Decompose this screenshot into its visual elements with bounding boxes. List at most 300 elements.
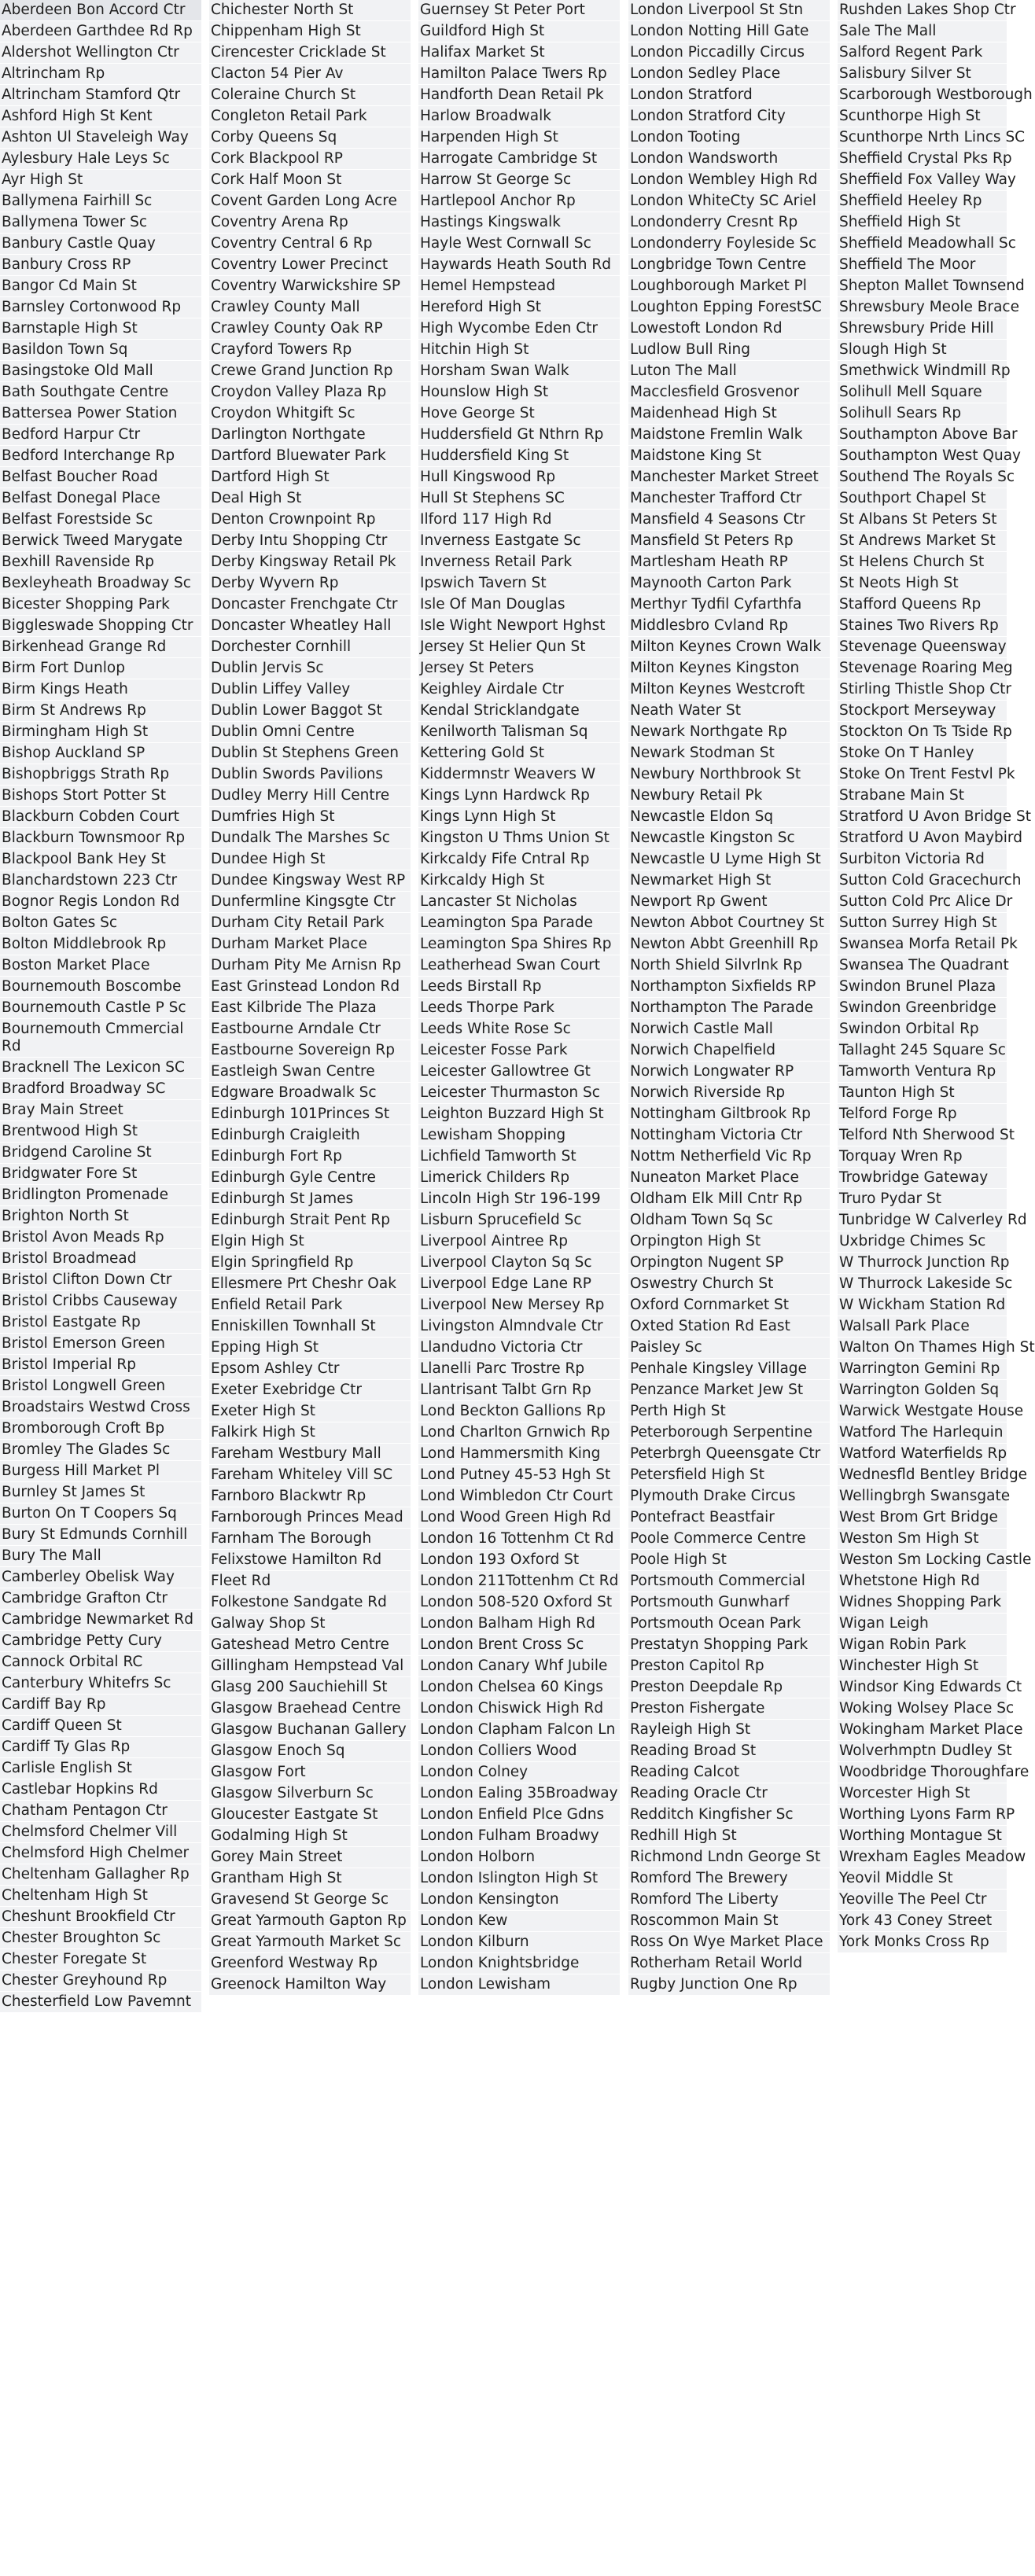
store-link[interactable]: Newport Rp Gwent [628,892,830,913]
store-link[interactable]: Prestatyn Shopping Park [628,1635,830,1656]
store-link[interactable]: Oxford Cornmarket St [628,1295,830,1316]
store-link[interactable]: Staines Two Rivers Rp [838,616,1007,637]
store-link[interactable]: Livingston Almndvale Ctr [418,1316,620,1338]
store-link[interactable]: London Knightsbridge [418,1953,620,1974]
store-link[interactable]: Southampton West Quay [838,446,1007,467]
store-link[interactable]: Uxbridge Chimes Sc [838,1231,1007,1253]
store-link[interactable]: Nottingham Giltbrook Rp [628,1104,830,1125]
store-link[interactable]: Smethwick Windmill Rp [838,361,1007,382]
store-link[interactable]: Petersfield High St [628,1465,830,1486]
store-link[interactable]: Luton The Mall [628,361,830,382]
store-link[interactable]: Shrewsbury Pride Hill [838,318,1007,340]
store-link[interactable]: Bromley The Glades Sc [0,1440,201,1461]
store-link[interactable]: Cheltenham High St [0,1886,201,1907]
store-link[interactable]: Wolverhmptn Dudley St [838,1741,1007,1762]
store-link[interactable]: Cheshunt Brookfield Ctr [0,1907,201,1928]
store-link[interactable]: Newmarket High St [628,870,830,892]
store-link[interactable]: Milton Keynes Crown Walk [628,637,830,658]
store-link[interactable]: London 16 Tottenhm Ct Rd [418,1529,620,1550]
store-link[interactable]: Banbury Castle Quay [0,234,201,255]
store-link[interactable]: Bray Main Street [0,1100,201,1121]
store-link[interactable]: Edgware Broadwalk Sc [209,1083,411,1104]
store-link[interactable]: Lond Wood Green High Rd [418,1507,620,1529]
store-link[interactable]: Bishop Auckland SP [0,743,201,764]
store-link[interactable]: Bristol Broadmead [0,1249,201,1270]
store-link[interactable]: Durham Market Place [209,934,411,955]
store-link[interactable]: Newton Abbot Courtney St [628,913,830,934]
store-link[interactable]: Grantham High St [209,1868,411,1890]
store-link[interactable]: Norwich Castle Mall [628,1019,830,1040]
store-link[interactable]: London 508-520 Oxford St [418,1592,620,1614]
store-link[interactable]: Worcester High St [838,1783,1007,1805]
store-link[interactable]: Guernsey St Peter Port [418,0,620,21]
store-link[interactable]: Solihull Sears Rp [838,403,1007,425]
store-link[interactable]: Hartlepool Anchor Rp [418,191,620,212]
store-link[interactable]: Congleton Retail Park [209,106,411,127]
store-link[interactable]: Neath Water St [628,701,830,722]
store-link[interactable]: Walsall Park Place [838,1316,1007,1338]
store-link[interactable]: Bristol Longwell Green [0,1376,201,1397]
store-link[interactable]: Guildford High St [418,21,620,42]
store-link[interactable]: Lond Hammersmith King [418,1444,620,1465]
store-link[interactable]: Cork Half Moon St [209,170,411,191]
store-link[interactable]: Bury St Edmunds Cornhill [0,1525,201,1546]
store-link[interactable]: Tunbridge W Calverley Rd [838,1210,1007,1231]
store-link[interactable]: Solihull Mell Square [838,382,1007,403]
store-link[interactable]: Norwich Chapelfield [628,1040,830,1062]
store-link[interactable]: Fleet Rd [209,1571,411,1592]
store-link[interactable]: Dublin Jervis Sc [209,658,411,679]
store-link[interactable]: Chichester North St [209,0,411,21]
store-link[interactable]: Leicester Fosse Park [418,1040,620,1062]
store-link[interactable]: Norwich Riverside Rp [628,1083,830,1104]
store-link[interactable]: London Colliers Wood [418,1741,620,1762]
store-link[interactable]: Bristol Clifton Down Ctr [0,1270,201,1291]
store-link[interactable]: Whetstone High Rd [838,1571,1007,1592]
store-link[interactable]: Lond Charlton Grnwich Rp [418,1422,620,1444]
store-link[interactable]: Romford The Liberty [628,1890,830,1911]
store-link[interactable]: St Neots High St [838,573,1007,594]
store-link[interactable]: Stafford Queens Rp [838,594,1007,616]
store-link[interactable]: Derby Kingsway Retail Pk [209,552,411,573]
store-link[interactable]: Stratford U Avon Bridge St [838,807,1007,828]
store-link[interactable]: Dorchester Cornhill [209,637,411,658]
store-link[interactable]: Lond Beckton Gallions Rp [418,1401,620,1422]
store-link[interactable]: Bournemouth Cmmercial Rd [0,1019,201,1058]
store-link[interactable]: Ellesmere Prt Cheshr Oak [209,1274,411,1295]
store-link[interactable]: Felixstowe Hamilton Rd [209,1550,411,1571]
store-link[interactable]: Basingstoke Old Mall [0,361,201,382]
store-link[interactable]: St Helens Church St [838,552,1007,573]
store-link[interactable]: Gloucester Eastgate St [209,1805,411,1826]
store-link[interactable]: Bristol Imperial Rp [0,1355,201,1376]
store-link[interactable]: Great Yarmouth Gapton Rp [209,1911,411,1932]
store-link[interactable]: Eastleigh Swan Centre [209,1062,411,1083]
store-link[interactable]: Godalming High St [209,1826,411,1847]
store-link[interactable]: Bournemouth Castle P Sc [0,998,201,1019]
store-link[interactable]: Chippenham High St [209,21,411,42]
store-link[interactable]: Northampton The Parade [628,998,830,1019]
store-link[interactable]: York Monks Cross Rp [838,1932,1007,1953]
store-link[interactable]: Woodbridge Thoroughfare [838,1762,1007,1783]
store-link[interactable]: Edinburgh 101Princes St [209,1104,411,1125]
store-link[interactable]: Bedford Interchange Rp [0,446,201,467]
store-link[interactable]: Leamington Spa Parade [418,913,620,934]
store-link[interactable]: Blackpool Bank Hey St [0,849,201,870]
store-link[interactable]: Bicester Shopping Park [0,594,201,616]
store-link[interactable]: Coventry Warwickshire SP [209,276,411,297]
store-link[interactable]: Ballymena Fairhill Sc [0,191,201,212]
store-link[interactable]: Kirkcaldy High St [418,870,620,892]
store-link[interactable]: Reading Calcot [628,1762,830,1783]
store-link[interactable]: Banbury Cross RP [0,255,201,276]
store-link[interactable]: Falkirk High St [209,1422,411,1444]
store-link[interactable]: Chester Foregate St [0,1949,201,1971]
store-link[interactable]: Eastbourne Sovereign Rp [209,1040,411,1062]
store-link[interactable]: Nottingham Victoria Ctr [628,1125,830,1146]
store-link[interactable]: London Islington High St [418,1868,620,1890]
store-link[interactable]: Dudley Merry Hill Centre [209,786,411,807]
store-link[interactable]: Kiddermnstr Weavers W [418,764,620,786]
store-link[interactable]: Taunton High St [838,1083,1007,1104]
store-link[interactable]: Wednesfld Bentley Bridge [838,1465,1007,1486]
store-link[interactable]: Coventry Arena Rp [209,212,411,234]
store-link[interactable]: Sheffield Heeley Rp [838,191,1007,212]
store-link[interactable]: London Canary Whf Jubile [418,1656,620,1677]
store-link[interactable]: Shepton Mallet Townsend [838,276,1007,297]
store-link[interactable]: Croydon Valley Plaza Rp [209,382,411,403]
store-link[interactable]: Lewisham Shopping [418,1125,620,1146]
store-link[interactable]: Roscommon Main St [628,1911,830,1932]
store-link[interactable]: Dublin Omni Centre [209,722,411,743]
store-link[interactable]: London Liverpool St Stn [628,0,830,21]
store-link[interactable]: London 211Tottenhm Ct Rd [418,1571,620,1592]
store-link[interactable]: Redhill High St [628,1826,830,1847]
store-link[interactable]: Leicester Thurmaston Sc [418,1083,620,1104]
store-link[interactable]: Bolton Gates Sc [0,913,201,934]
store-link[interactable]: Liverpool Clayton Sq Sc [418,1253,620,1274]
store-link[interactable]: Aberdeen Garthdee Rd Rp [0,21,201,42]
store-link[interactable]: Dunfermline Kingsgte Ctr [209,892,411,913]
store-link[interactable]: Warwick Westgate House [838,1401,1007,1422]
store-link[interactable]: Londonderry Foyleside Sc [628,234,830,255]
store-link[interactable]: Galway Shop St [209,1614,411,1635]
store-link[interactable]: W Thurrock Lakeside Sc [838,1274,1007,1295]
store-link[interactable]: Windsor King Edwards Ct [838,1677,1007,1698]
store-link[interactable]: St Albans St Peters St [838,510,1007,531]
store-link[interactable]: West Brom Grt Bridge [838,1507,1007,1529]
store-link[interactable]: Lowestoft London Rd [628,318,830,340]
store-link[interactable]: Boston Market Place [0,955,201,977]
store-link[interactable]: Chatham Pentagon Ctr [0,1801,201,1822]
store-link[interactable]: Liverpool Edge Lane RP [418,1274,620,1295]
store-link[interactable]: Ipswich Tavern St [418,573,620,594]
store-link[interactable]: Doncaster Wheatley Hall [209,616,411,637]
store-link[interactable]: Telford Forge Rp [838,1104,1007,1125]
store-link[interactable]: Hull Kingswood Rp [418,467,620,488]
store-link[interactable]: Richmond Lndn George St [628,1847,830,1868]
store-link[interactable]: Bedford Harpur Ctr [0,425,201,446]
store-link[interactable]: Kingston U Thms Union St [418,828,620,849]
store-link[interactable]: Reading Broad St [628,1741,830,1762]
store-link[interactable]: Portsmouth Commercial [628,1571,830,1592]
store-link[interactable]: Telford Nth Sherwood St [838,1125,1007,1146]
store-link[interactable]: Bognor Regis London Rd [0,892,201,913]
store-link[interactable]: Brentwood High St [0,1121,201,1143]
store-link[interactable]: Sheffield Meadowhall Sc [838,234,1007,255]
store-link[interactable]: Hayle West Cornwall Sc [418,234,620,255]
store-link[interactable]: Rugby Junction One Rp [628,1974,830,1996]
store-link[interactable]: Bolton Middlebrook Rp [0,934,201,955]
store-link[interactable]: Liverpool Aintree Rp [418,1231,620,1253]
store-link[interactable]: Coleraine Church St [209,85,411,106]
store-link[interactable]: London Holborn [418,1847,620,1868]
store-link[interactable]: Weston Sm Locking Castle [838,1550,1007,1571]
store-link[interactable]: Llandudno Victoria Ctr [418,1338,620,1359]
store-link[interactable]: Watford The Harlequin [838,1422,1007,1444]
store-link[interactable]: St Andrews Market St [838,531,1007,552]
store-link[interactable]: Camberley Obelisk Way [0,1567,201,1588]
store-link[interactable]: Wrexham Eagles Meadow [838,1847,1007,1868]
store-link[interactable]: East Kilbride The Plaza [209,998,411,1019]
store-link[interactable]: London Stratford [628,85,830,106]
store-link[interactable]: Maidenhead High St [628,403,830,425]
store-link[interactable]: Weston Sm High St [838,1529,1007,1550]
store-link[interactable]: Salford Regent Park [838,42,1007,64]
store-link[interactable]: Stevenage Queensway [838,637,1007,658]
store-link[interactable]: Plymouth Drake Circus [628,1486,830,1507]
store-link[interactable]: Limerick Childers Rp [418,1168,620,1189]
store-link[interactable]: Edinburgh St James [209,1189,411,1210]
store-link[interactable]: Cambridge Petty Cury [0,1631,201,1652]
store-link[interactable]: Blackburn Cobden Court [0,807,201,828]
store-link[interactable]: Coventry Lower Precinct [209,255,411,276]
store-link[interactable]: Lond Wimbledon Ctr Court [418,1486,620,1507]
store-link[interactable]: Dundee Kingsway West RP [209,870,411,892]
store-link[interactable]: Blanchardstown 223 Ctr [0,870,201,892]
store-link[interactable]: Kendal Stricklandgate [418,701,620,722]
store-link[interactable]: Dundee High St [209,849,411,870]
store-link[interactable]: Castlebar Hopkins Rd [0,1779,201,1801]
store-link[interactable]: Portsmouth Gunwharf [628,1592,830,1614]
store-link[interactable]: Glasgow Fort [209,1762,411,1783]
store-link[interactable]: Llanelli Parc Trostre Rp [418,1359,620,1380]
store-link[interactable]: Loughborough Market Pl [628,276,830,297]
store-link[interactable]: Burnley St James St [0,1482,201,1503]
store-link[interactable]: Belfast Boucher Road [0,467,201,488]
store-link[interactable]: Bath Southgate Centre [0,382,201,403]
store-link[interactable]: Dundalk The Marshes Sc [209,828,411,849]
store-link[interactable]: Harrogate Cambridge St [418,149,620,170]
store-link[interactable]: Birm Kings Heath [0,679,201,701]
store-link[interactable]: Warrington Gemini Rp [838,1359,1007,1380]
store-link[interactable]: Leeds White Rose Sc [418,1019,620,1040]
store-link[interactable]: Glasgow Buchanan Gallery [209,1720,411,1741]
store-link[interactable]: Londonderry Cresnt Rp [628,212,830,234]
store-link[interactable]: Ludlow Bull Ring [628,340,830,361]
store-link[interactable]: Wellingbrgh Swansgate [838,1486,1007,1507]
store-link[interactable]: Wigan Leigh [838,1614,1007,1635]
store-link[interactable]: Cheltenham Gallagher Rp [0,1864,201,1886]
store-link[interactable]: Glasg 200 Sauchiehill St [209,1677,411,1698]
store-link[interactable]: Preston Capitol Rp [628,1656,830,1677]
store-link[interactable]: Ayr High St [0,170,201,191]
store-link[interactable]: Lancaster St Nicholas [418,892,620,913]
store-link[interactable]: London Lewisham [418,1974,620,1996]
store-link[interactable]: Swindon Orbital Rp [838,1019,1007,1040]
store-link[interactable]: Salisbury Silver St [838,64,1007,85]
store-link[interactable]: Enniskillen Townhall St [209,1316,411,1338]
store-link[interactable]: Southend The Royals Sc [838,467,1007,488]
store-link[interactable]: Dartford Bluewater Park [209,446,411,467]
store-link[interactable]: Denton Crownpoint Rp [209,510,411,531]
store-link[interactable]: Watford Waterfields Rp [838,1444,1007,1465]
store-link[interactable]: Bexhill Ravenside Rp [0,552,201,573]
store-link[interactable]: Cardiff Ty Glas Rp [0,1737,201,1758]
store-link[interactable]: Isle Wight Newport Hghst [418,616,620,637]
store-link[interactable]: Dublin Liffey Valley [209,679,411,701]
store-link[interactable]: Bexleyheath Broadway Sc [0,573,201,594]
store-link[interactable]: Crawley County Oak RP [209,318,411,340]
store-link[interactable]: Nuneaton Market Place [628,1168,830,1189]
store-link[interactable]: Swansea The Quadrant [838,955,1007,977]
store-link[interactable]: Epping High St [209,1338,411,1359]
store-link[interactable]: Bridgend Caroline St [0,1143,201,1164]
store-link[interactable]: Oswestry Church St [628,1274,830,1295]
store-link[interactable]: Huddersfield King St [418,446,620,467]
store-link[interactable]: Mansfield 4 Seasons Ctr [628,510,830,531]
store-link[interactable]: Chester Greyhound Rp [0,1971,201,1992]
store-link[interactable]: Birm Fort Dunlop [0,658,201,679]
store-link[interactable]: Nottm Netherfield Vic Rp [628,1146,830,1168]
store-link[interactable]: Jersey St Helier Qun St [418,637,620,658]
store-link[interactable]: Altrincham Stamford Qtr [0,85,201,106]
store-link[interactable]: Perth High St [628,1401,830,1422]
store-link[interactable]: London Wandsworth [628,149,830,170]
store-link[interactable]: Milton Keynes Westcroft [628,679,830,701]
store-link[interactable]: Tamworth Ventura Rp [838,1062,1007,1083]
store-link[interactable]: Gorey Main Street [209,1847,411,1868]
store-link[interactable]: Slough High St [838,340,1007,361]
store-link[interactable]: London Kilburn [418,1932,620,1953]
store-link[interactable]: Swansea Morfa Retail Pk [838,934,1007,955]
store-link[interactable]: Milton Keynes Kingston [628,658,830,679]
store-link[interactable]: Battersea Power Station [0,403,201,425]
store-link[interactable]: London Kensington [418,1890,620,1911]
store-link[interactable]: Leicester Gallowtree Gt [418,1062,620,1083]
store-link[interactable]: London Balham High Rd [418,1614,620,1635]
store-link[interactable]: Dublin Swords Pavilions [209,764,411,786]
store-link[interactable]: Newbury Retail Pk [628,786,830,807]
store-link[interactable]: Birkenhead Grange Rd [0,637,201,658]
store-link[interactable]: Manchester Trafford Ctr [628,488,830,510]
store-link[interactable]: Carlisle English St [0,1758,201,1779]
store-link[interactable]: Wigan Robin Park [838,1635,1007,1656]
store-link[interactable]: Aberdeen Bon Accord Ctr [0,0,201,21]
store-link[interactable]: Leighton Buzzard High St [418,1104,620,1125]
store-link[interactable]: Birmingham High St [0,722,201,743]
store-link[interactable]: Peterbrgh Queensgate Ctr [628,1444,830,1465]
store-link[interactable]: Keighley Airdale Ctr [418,679,620,701]
store-link[interactable]: Rushden Lakes Shop Ctr [838,0,1007,21]
store-link[interactable]: Torquay Wren Rp [838,1146,1007,1168]
store-link[interactable]: Aldershot Wellington Ctr [0,42,201,64]
store-link[interactable]: Southampton Above Bar [838,425,1007,446]
store-link[interactable]: Bristol Eastgate Rp [0,1312,201,1334]
store-link[interactable]: London Notting Hill Gate [628,21,830,42]
store-link[interactable]: Cirencester Cricklade St [209,42,411,64]
store-link[interactable]: Strabane Main St [838,786,1007,807]
store-link[interactable]: Stevenage Roaring Meg [838,658,1007,679]
store-link[interactable]: Fareham Whiteley Vill SC [209,1465,411,1486]
store-link[interactable]: Harrow St George Sc [418,170,620,191]
store-link[interactable]: Farnham The Borough [209,1529,411,1550]
store-link[interactable]: Truro Pydar St [838,1189,1007,1210]
store-link[interactable]: Yeoville The Peel Ctr [838,1890,1007,1911]
store-link[interactable]: Handforth Dean Retail Pk [418,85,620,106]
store-link[interactable]: North Shield Silvrlnk Rp [628,955,830,977]
store-link[interactable]: Edinburgh Strait Pent Rp [209,1210,411,1231]
store-link[interactable]: Kettering Gold St [418,743,620,764]
store-link[interactable]: Edinburgh Craigleith [209,1125,411,1146]
store-link[interactable]: Kings Lynn High St [418,807,620,828]
store-link[interactable]: Ashton Ul Staveleigh Way [0,127,201,149]
store-link[interactable]: Dartford High St [209,467,411,488]
store-link[interactable]: Hounslow High St [418,382,620,403]
store-link[interactable]: Swindon Greenbridge [838,998,1007,1019]
store-link[interactable]: Cannock Orbital RC [0,1652,201,1673]
store-link[interactable]: Kings Lynn Hardwck Rp [418,786,620,807]
store-link[interactable]: London Ealing 35Broadway [418,1783,620,1805]
store-link[interactable]: Blackburn Townsmoor Rp [0,828,201,849]
store-link[interactable]: Enfield Retail Park [209,1295,411,1316]
store-link[interactable]: Berwick Tweed Marygate [0,531,201,552]
store-link[interactable]: Newark Stodman St [628,743,830,764]
store-link[interactable]: Kirkcaldy Fife Cntral Rp [418,849,620,870]
store-link[interactable]: London Colney [418,1762,620,1783]
store-link[interactable]: London Brent Cross Sc [418,1635,620,1656]
store-link[interactable]: Norwich Longwater RP [628,1062,830,1083]
store-link[interactable]: Leeds Birstall Rp [418,977,620,998]
store-link[interactable]: Bury The Mall [0,1546,201,1567]
store-link[interactable]: Lincoln High Str 196-199 [418,1189,620,1210]
store-link[interactable]: Bristol Avon Meads Rp [0,1227,201,1249]
store-link[interactable]: London Enfield Plce Gdns [418,1805,620,1826]
store-link[interactable]: Bishops Stort Potter St [0,786,201,807]
store-link[interactable]: Bridlington Promenade [0,1185,201,1206]
store-link[interactable]: Lichfield Tamworth St [418,1146,620,1168]
store-link[interactable]: Wokingham Market Place [838,1720,1007,1741]
store-link[interactable]: Edinburgh Fort Rp [209,1146,411,1168]
store-link[interactable]: Preston Fishergate [628,1698,830,1720]
store-link[interactable]: Clacton 54 Pier Av [209,64,411,85]
store-link[interactable]: Stirling Thistle Shop Ctr [838,679,1007,701]
store-link[interactable]: Poole Commerce Centre [628,1529,830,1550]
store-link[interactable]: Loughton Epping ForestSC [628,297,830,318]
store-link[interactable]: Bangor Cd Main St [0,276,201,297]
store-link[interactable]: Cardiff Queen St [0,1716,201,1737]
store-link[interactable]: Pontefract Beastfair [628,1507,830,1529]
store-link[interactable]: W Wickham Station Rd [838,1295,1007,1316]
store-link[interactable]: Worthing Lyons Farm RP [838,1805,1007,1826]
store-link[interactable]: London Clapham Falcon Ln [418,1720,620,1741]
store-link[interactable]: Reading Oracle Ctr [628,1783,830,1805]
store-link[interactable]: Hitchin High St [418,340,620,361]
store-link[interactable]: Leamington Spa Shires Rp [418,934,620,955]
store-link[interactable]: Broadstairs Westwd Cross [0,1397,201,1419]
store-link[interactable]: Hemel Hempstead [418,276,620,297]
store-link[interactable]: Covent Garden Long Acre [209,191,411,212]
